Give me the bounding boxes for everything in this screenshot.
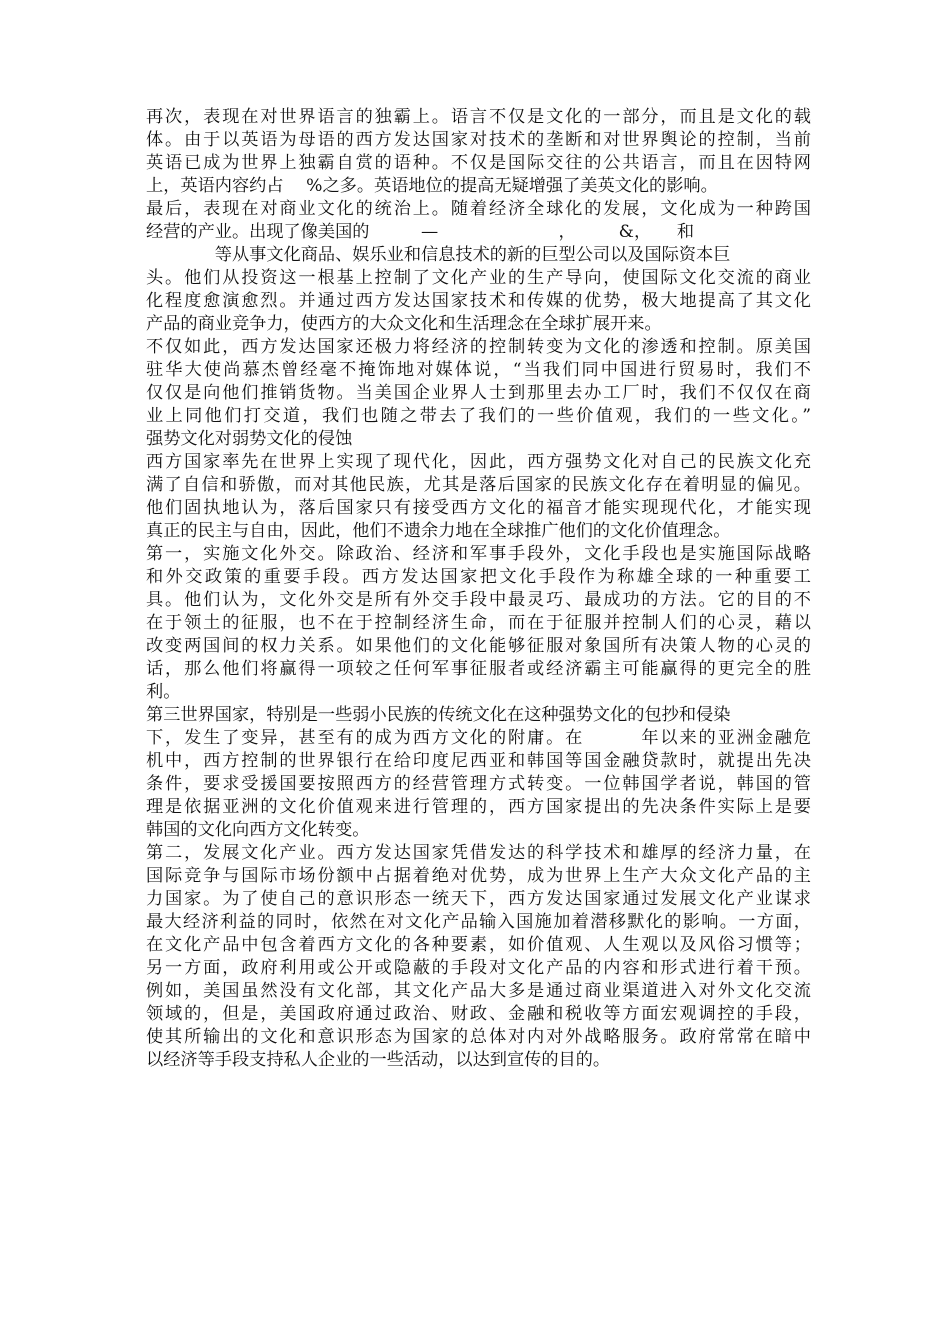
text-line: 话，那么他们将赢得一项较之任何军事征服者或经济霸主可能赢得的更完全的胜 [146,659,811,679]
text-line: 第一，实施文化外交。除政治、经济和军事手段外，文化手段也是实施国际战略 [146,544,811,564]
text-line: 另一方面，政府利用或公开或隐蔽的手段对文化产品的内容和形式进行着干预。 [146,958,811,978]
text-line: 上，英语内容约占 %之多。英语地位的提高无疑增强了美英文化的影响。 [146,176,718,196]
text-line: 韩国的文化向西方文化转变。 [146,820,370,840]
document-body-text [146,106,811,1072]
text-line: 等从事文化商品、娱乐业和信息技术的新的巨型公司以及国际资本巨 [146,245,731,265]
text-line: 机中，西方控制的世界银行在给印度尼西亚和韩国等国金融贷款时，就提出先决 [146,751,811,771]
text-line: 产品的商业竞争力，使西方的大众文化和生活理念在全球扩展开来。 [146,314,662,334]
text-line: 强势文化对弱势文化的侵蚀 [146,429,353,449]
text-line: 改变两国间的权力关系。如果他们的文化能够征服对象国所有决策人物的心灵的 [146,636,811,656]
text-line: 体。由于以英语为母语的西方发达国家对技术的垄断和对世界舆论的控制，当前 [146,130,811,150]
text-line: 不仅如此，西方发达国家还极力将经济的控制转变为文化的渗透和控制。原美国 [146,337,811,357]
text-line: 最大经济利益的同时，依然在对文化产品输入国施加着潜移默化的影响。一方面， [146,912,811,932]
text-line: 条件，要求受援国要按照西方的经营管理方式转变。一位韩国学者说，韩国的管 [146,774,811,794]
text-line: 理是依据亚洲的文化价值观来进行管理的，西方国家提出的先决条件实际上是要 [146,797,811,817]
text-line: 以经济等手段支持私人企业的一些活动，以达到宣传的目的。 [146,1050,611,1070]
text-line: 他们固执地认为，落后国家只有接受西方文化的福音才能实现现代化，才能实现 [146,498,811,518]
text-line: 驻华大使尚慕杰曾经毫不掩饰地对媒体说，“当我们同中国进行贸易时，我们不 [146,360,811,380]
text-line: 真正的民主与自由，因此，他们不遗余力地在全球推广他们的文化价值理念。 [146,521,731,541]
text-line: 和外交政策的重要手段。西方发达国家把文化手段作为称雄全球的一种重要工 [146,567,811,587]
text-line: 力国家。为了使自己的意识形态一统天下，西方发达国家通过发展文化产业谋求 [146,889,811,909]
text-line: 国际竞争与国际市场份额中占据着绝对优势，成为世界上生产大众文化产品的主 [146,866,811,886]
text-line: 在文化产品中包含着西方文化的各种要素，如价值观、人生观以及风俗习惯等； [146,935,811,955]
text-line: 西方国家率先在世界上实现了现代化，因此，西方强势文化对自己的民族文化充 [146,452,811,472]
text-line: 例如，美国虽然没有文化部，其文化产品大多是通过商业渠道进入对外文化交流 [146,981,811,1001]
text-line: 第三世界国家，特别是一些弱小民族的传统文化在这种强势文化的包抄和侵染 [146,705,731,725]
text-line: 仅仅是向他们推销货物。当美国企业界人士到那里去办工厂时，我们不仅仅在商 [146,383,811,403]
text-line: 化程度愈演愈烈。并通过西方发达国家技术和传媒的优势，极大地提高了其文化 [146,291,811,311]
text-line: 使其所输出的文化和意识形态为国家的总体对内对外战略服务。政府常常在暗中 [146,1027,811,1047]
text-line: 具。他们认为，文化外交是所有外交手段中最灵巧、最成功的方法。它的目的不 [146,590,811,610]
text-line: 英语已成为世界上独霸自赏的语种。不仅是国际交往的公共语言，而且在因特网 [146,153,811,173]
text-line: 最后，表现在对商业文化的统治上。随着经济全球化的发展，文化成为一种跨国 [146,199,811,219]
text-line: 下，发生了变异，甚至有的成为西方文化的附庸。在 年以来的亚洲金融危 [146,728,811,748]
text-line: 领域的，但是，美国政府通过政治、财政、金融和税收等方面宏观调控的手段， [146,1004,811,1024]
text-line: 第二，发展文化产业。西方发达国家凭借发达的科学技术和雄厚的经济力量，在 [146,843,811,863]
text-line: 业上同他们打交道，我们也随之带去了我们的一些价值观，我们的一些文化。” [146,406,811,426]
text-line: 在于领土的征服，也不在于控制经济生命，而在于征服并控制人们的心灵，藉以 [146,613,811,633]
text-line: 再次，表现在对世界语言的独霸上。语言不仅是文化的一部分，而且是文化的载 [146,107,811,127]
text-line: 头。他们从投资这一根基上控制了文化产业的生产导向，使国际文化交流的商业 [146,268,811,288]
text-line: 利。 [146,682,181,702]
text-line: 经营的产业。出现了像美国的 — ， &， 和 [146,222,695,242]
text-line: 满了自信和骄傲，而对其他民族，尤其是落后国家的民族文化存在着明显的偏见。 [146,475,811,495]
